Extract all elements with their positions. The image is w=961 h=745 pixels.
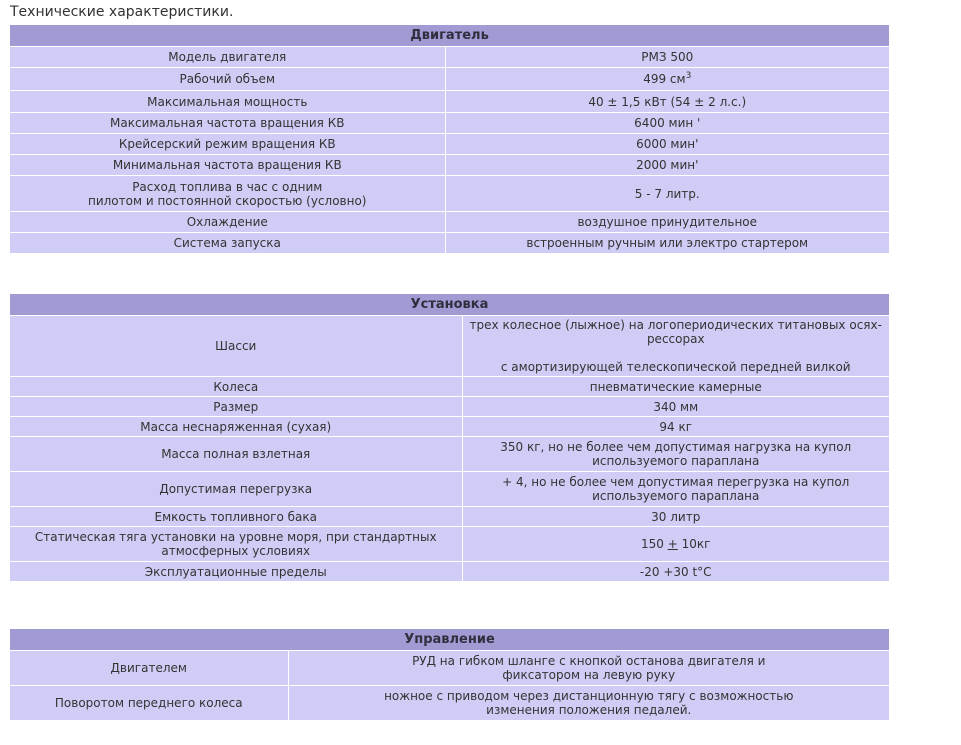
- row-value: пневматические камерные: [462, 377, 889, 397]
- row-label: Поворотом переднего колеса: [10, 686, 288, 721]
- row-label: Охлаждение: [10, 212, 445, 233]
- table-row: [10, 686, 889, 721]
- table-row: [10, 212, 889, 233]
- table-row: [10, 437, 889, 472]
- volume-value: 499 см: [643, 72, 686, 86]
- table-row: [10, 651, 889, 686]
- row-label: Максимальная мощность: [10, 91, 445, 113]
- control-table-title: Управление: [10, 629, 889, 651]
- row-value: 40 ± 1,5 кВт (54 ± 2 л.с.): [445, 91, 889, 113]
- table-row: [10, 472, 889, 507]
- row-value: 94 кг: [462, 417, 889, 437]
- row-label: Статическая тяга установки на уровне моря, при стандартных атмосферных условиях: [10, 527, 462, 562]
- engine-table-title: Двигатель: [10, 25, 889, 47]
- row-label: Крейсерский режим вращения КВ: [10, 134, 445, 155]
- row-value: воздушное принудительное: [445, 212, 889, 233]
- row-label: Колеса: [10, 377, 462, 397]
- thrust-value-tolerance: 10кг: [677, 537, 711, 551]
- row-label: Модель двигателя: [10, 47, 445, 68]
- row-value: трех колесное (лыжное) на логопериодических титановых осях- рессорах с амортизирующей телескопической передней вилкой: [462, 316, 889, 377]
- row-value: [445, 68, 889, 91]
- row-label: Масса полная взлетная: [10, 437, 462, 472]
- row-value: встроенным ручным или электро стартером: [445, 233, 889, 254]
- installation-table: [10, 294, 889, 582]
- table-row: [10, 134, 889, 155]
- row-value: РУД на гибком шланге с кнопкой останова двигателя и фиксатором на левую руку: [288, 651, 889, 686]
- table-row: [10, 377, 889, 397]
- row-label: Размер: [10, 397, 462, 417]
- row-label: Шасси: [10, 316, 462, 377]
- row-value: 5 - 7 литр.: [445, 176, 889, 212]
- table-row: [10, 176, 889, 212]
- row-label: Рабочий объем: [10, 68, 445, 91]
- table-row: [10, 91, 889, 113]
- row-value: 350 кг, но не более чем допустимая нагрузка на купол используемого параплана: [462, 437, 889, 472]
- thrust-plus-minus: +: [667, 537, 678, 551]
- table-row: [10, 233, 889, 254]
- table-row: [10, 527, 889, 562]
- row-label: Масса неснаряженная (сухая): [10, 417, 462, 437]
- row-label: Эксплуатационные пределы: [10, 562, 462, 582]
- row-value: [462, 527, 889, 562]
- table-row: [10, 417, 889, 437]
- table-row: [10, 316, 889, 377]
- row-label: Минимальная частота вращения КВ: [10, 155, 445, 176]
- row-value: 6400 мин ': [445, 113, 889, 134]
- row-value: -20 +30 t°С: [462, 562, 889, 582]
- row-value: 30 литр: [462, 507, 889, 527]
- row-label: Система запуска: [10, 233, 445, 254]
- engine-table: [10, 25, 889, 254]
- thrust-value-number: 150: [641, 537, 668, 551]
- row-label: Допустимая перегрузка: [10, 472, 462, 507]
- row-value: + 4, но не более чем допустимая перегрузка на купол используемого параплана: [462, 472, 889, 507]
- row-value: ножное с приводом через дистанционную тягу с возможностью изменения положения педалей.: [288, 686, 889, 721]
- installation-table-title: Установка: [10, 294, 889, 316]
- volume-superscript: 3: [685, 71, 692, 81]
- row-value: РМЗ 500: [445, 47, 889, 68]
- row-value: 2000 мин': [445, 155, 889, 176]
- page-title: Технические характеристики.: [10, 4, 234, 20]
- table-row: [10, 68, 889, 91]
- row-label: Расход топлива в час с одним пилотом и постоянной скоростью (условно): [10, 176, 445, 212]
- row-label: Максимальная частота вращения КВ: [10, 113, 445, 134]
- row-value: 340 мм: [462, 397, 889, 417]
- control-table: [10, 629, 889, 721]
- table-row: [10, 562, 889, 582]
- row-value: 6000 мин': [445, 134, 889, 155]
- table-row: [10, 507, 889, 527]
- row-label: Двигателем: [10, 651, 288, 686]
- table-row: [10, 155, 889, 176]
- row-label: Емкость топливного бака: [10, 507, 462, 527]
- table-row: [10, 113, 889, 134]
- table-row: [10, 397, 889, 417]
- table-row: [10, 47, 889, 68]
